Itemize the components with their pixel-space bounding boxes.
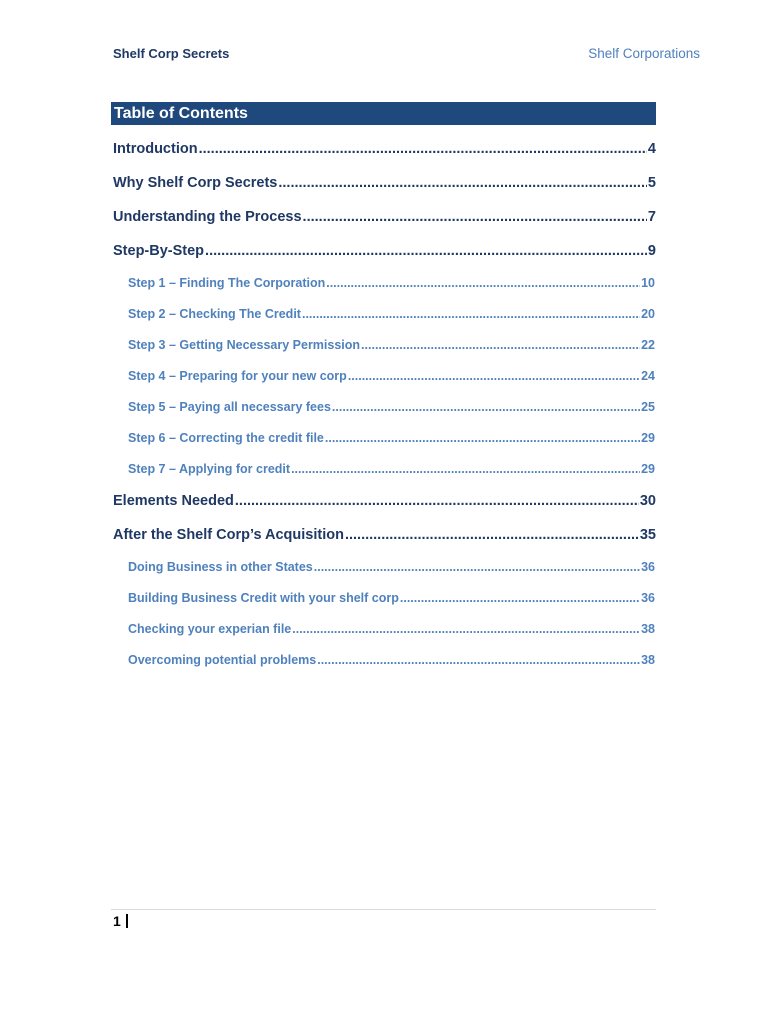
toc-entry-page: 29 (641, 462, 655, 476)
toc-entry-page: 25 (641, 400, 655, 414)
toc-entry-title: Understanding the Process (113, 209, 302, 225)
toc-entry-page: 24 (641, 369, 655, 383)
toc-entry-understanding-the-process[interactable] (113, 209, 656, 225)
toc-entry-step-1[interactable] (128, 276, 655, 290)
toc-entry-title: Step 1 – Finding The Corporation (128, 276, 326, 290)
page-number: 1 (113, 913, 121, 929)
toc-entry-title: Step 6 – Correcting the credit file (128, 431, 324, 445)
toc-entry-page: 5 (647, 175, 656, 191)
toc-leader-dots (361, 338, 640, 352)
toc-leader-dots (314, 560, 640, 574)
toc-entry-page: 29 (641, 431, 655, 445)
toc-entry-step-7[interactable] (128, 462, 655, 476)
toc-entry-checking-experian-file[interactable] (128, 622, 655, 636)
toc-entry-step-3[interactable] (128, 338, 655, 352)
toc-leader-dots (400, 591, 640, 605)
toc-entry-title: Step 5 – Paying all necessary fees (128, 400, 331, 414)
toc-entry-title: Why Shelf Corp Secrets (113, 175, 278, 191)
toc-leader-dots (291, 462, 640, 476)
toc-entry-title: Introduction (113, 141, 198, 157)
toc-leader-dots (326, 276, 640, 290)
toc-entry-building-business-credit[interactable] (128, 591, 655, 605)
toc-leader-dots (292, 622, 640, 636)
toc-entry-title: Step 2 – Checking The Credit (128, 307, 301, 321)
toc-entry-page: 4 (647, 141, 656, 157)
toc-entry-page: 22 (641, 338, 655, 352)
running-header-title: Shelf Corp Secrets (113, 46, 230, 61)
toc-entry-title: Building Business Credit with your shelf corp (128, 591, 399, 605)
toc-leader-dots (345, 527, 639, 543)
toc-entry-title: Checking your experian file (128, 622, 292, 636)
toc-entry-title: Step 4 – Preparing for your new corp (128, 369, 347, 383)
toc-entry-doing-business-other-states[interactable] (128, 560, 655, 574)
toc-entry-title: Elements Needed (113, 493, 234, 509)
toc-entry-step-2[interactable] (128, 307, 655, 321)
toc-entry-elements-needed[interactable] (113, 493, 656, 509)
toc-entry-title: Overcoming potential problems (128, 653, 317, 667)
toc-leader-dots (235, 493, 639, 509)
toc-entry-title: Step-By-Step (113, 243, 205, 259)
footer-separator-bar (126, 914, 128, 928)
toc-entry-page: 10 (641, 276, 655, 290)
toc-leader-dots (278, 175, 647, 191)
toc-entry-page: 7 (647, 209, 656, 225)
toc-leader-dots (205, 243, 647, 259)
toc-heading: Table of Contents (111, 102, 656, 125)
footer-divider (111, 909, 656, 910)
toc-entry-page: 9 (647, 243, 656, 259)
toc-entry-page: 20 (641, 307, 655, 321)
toc-entry-overcoming-problems[interactable] (128, 653, 655, 667)
toc-leader-dots (302, 307, 640, 321)
toc-entry-step-4[interactable] (128, 369, 655, 383)
toc-entry-introduction[interactable] (113, 141, 656, 157)
toc-leader-dots (348, 369, 640, 383)
toc-entry-page: 30 (639, 493, 656, 509)
running-header-section: Shelf Corporations (588, 46, 700, 61)
toc-entry-title: Doing Business in other States (128, 560, 313, 574)
toc-leader-dots (317, 653, 640, 667)
toc-leader-dots (199, 141, 647, 157)
toc-entry-step-5[interactable] (128, 400, 655, 414)
toc-entry-title: Step 3 – Getting Necessary Permission (128, 338, 361, 352)
toc-entry-page: 35 (639, 527, 656, 543)
toc-entry-title: Step 7 – Applying for credit (128, 462, 291, 476)
toc-entry-page: 38 (641, 622, 655, 636)
toc-entry-page: 36 (641, 591, 655, 605)
toc-entry-why-shelf-corp-secrets[interactable] (113, 175, 656, 191)
toc-leader-dots (303, 209, 647, 225)
footer-page-number (113, 913, 128, 929)
toc-entry-after-acquisition[interactable] (113, 527, 656, 543)
toc-entry-step-by-step[interactable] (113, 243, 656, 259)
toc-leader-dots (332, 400, 640, 414)
toc-entry-page: 36 (641, 560, 655, 574)
toc-entry-page: 38 (641, 653, 655, 667)
toc-leader-dots (325, 431, 640, 445)
toc-entry-title: After the Shelf Corp’s Acquisition (113, 527, 344, 543)
toc-entry-step-6[interactable] (128, 431, 655, 445)
